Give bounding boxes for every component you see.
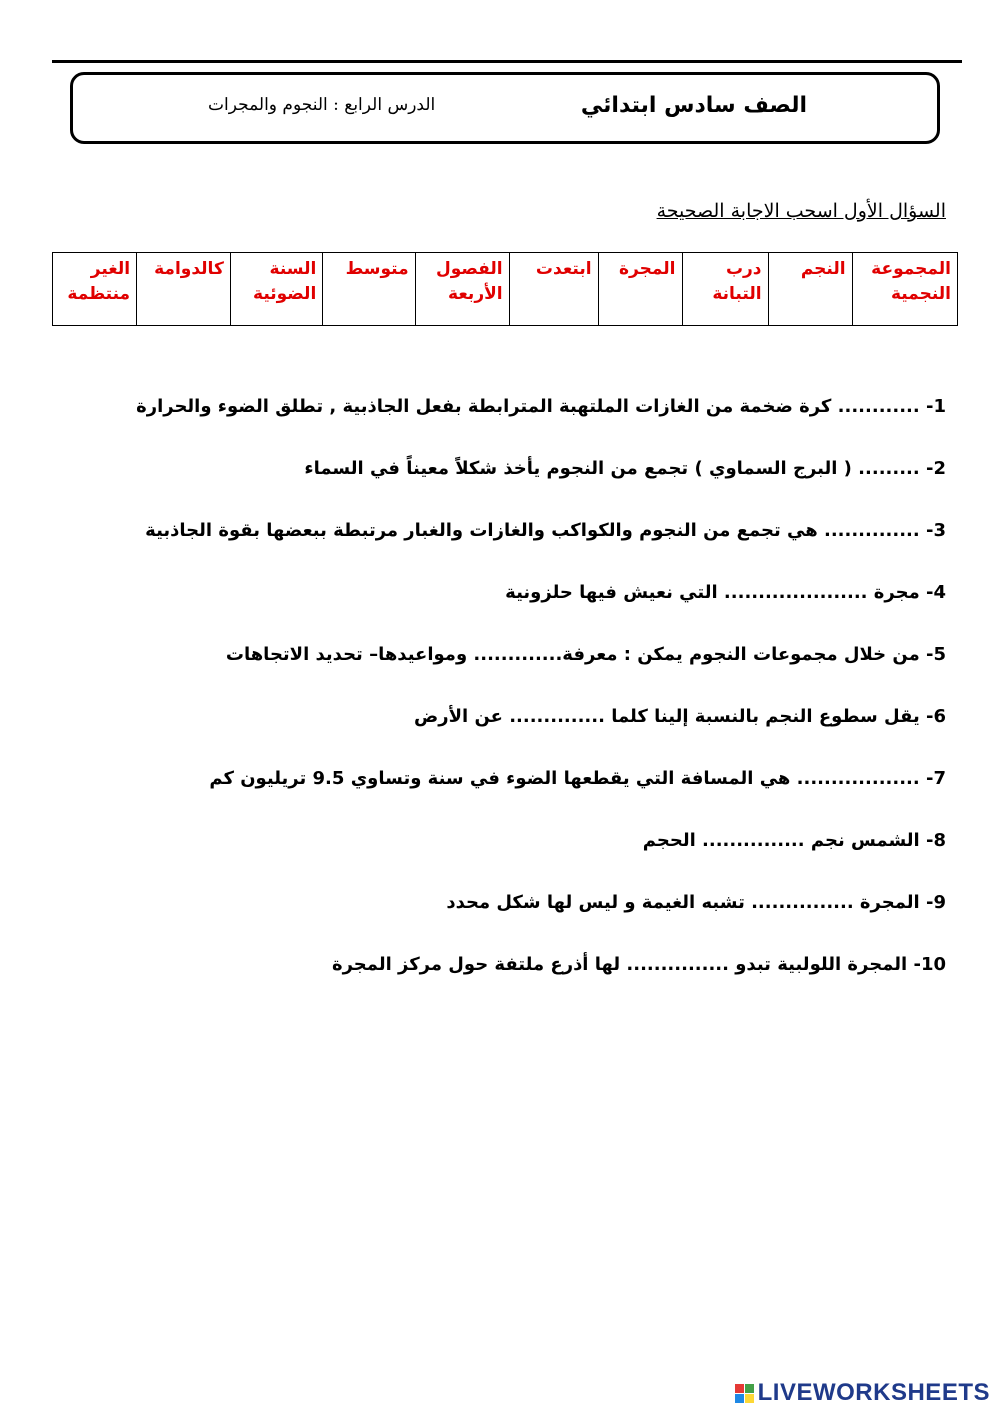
liveworksheets-logo: [735, 1378, 990, 1408]
question-item: 1- ............ كرة ضخمة من الغازات الملتهبة المترابطة بفعل الجاذبية , تطلق الضوء والحرارة: [136, 396, 946, 417]
question-item: 6- يقل سطوع النجم بالنسبة إلينا كلما .............. عن الأرض: [414, 706, 946, 727]
word-bank-item[interactable]: المجرة: [598, 253, 682, 326]
word-bank-item[interactable]: المجموعة النجمية: [852, 253, 957, 326]
word-bank-item[interactable]: متوسط: [323, 253, 415, 326]
question-item: 10- المجرة اللولبية تبدو ............... لها أذرع ملتفة حول مركز المجرة: [331, 954, 946, 975]
question-item: 8- الشمس نجم ............... الحجم: [642, 830, 946, 851]
word-bank-item[interactable]: الغير منتظمة: [53, 253, 137, 326]
word-bank-item[interactable]: كالدوامة: [137, 253, 231, 326]
word-bank-table: [52, 252, 958, 326]
logo-blocks-icon: [735, 1384, 754, 1403]
question-item: 9- المجرة ............... تشبه الغيمة و ليس لها شكل محدد: [446, 892, 946, 913]
question-item: 3- .............. هي تجمع من النجوم والكواكب والغازات والغبار مرتبطة ببعضها بقوة الجاذبية: [145, 520, 946, 541]
top-rule: [52, 60, 962, 63]
question-item: 7- .................. هي المسافة التي يقطعها الضوء في سنة وتساوي 9.5 تريليون كم: [209, 768, 946, 789]
word-bank-item[interactable]: درب التبانة: [682, 253, 768, 326]
word-bank-item[interactable]: النجم: [768, 253, 852, 326]
grade-label: الصف سادس ابتدائي: [580, 93, 807, 118]
question-item: 2- ......... ( البرج السماوي ) تجمع من النجوم يأخذ شكلاً معيناً في السماء: [304, 458, 946, 479]
question-item: 5- من خلال مجموعات النجوم يمكن : معرفة............. ومواعيدها– تحديد الاتجاهات: [225, 644, 946, 665]
header-box: [70, 72, 940, 144]
word-bank-item[interactable]: الفصول الأربعة: [415, 253, 509, 326]
logo-text: LIVEWORKSHEETS: [757, 1379, 990, 1406]
question-item: 4- مجرة ..................... التي نعيش فيها حلزونية: [505, 582, 946, 603]
word-bank-item[interactable]: السنة الضوئية: [230, 253, 322, 326]
question-list: [46, 390, 946, 1010]
lesson-title: الدرس الرابع : النجوم والمجرات: [208, 95, 436, 115]
word-bank-item[interactable]: ابتعدت: [509, 253, 598, 326]
question-title: السؤال الأول اسحب الاجابة الصحيحة: [656, 200, 946, 222]
